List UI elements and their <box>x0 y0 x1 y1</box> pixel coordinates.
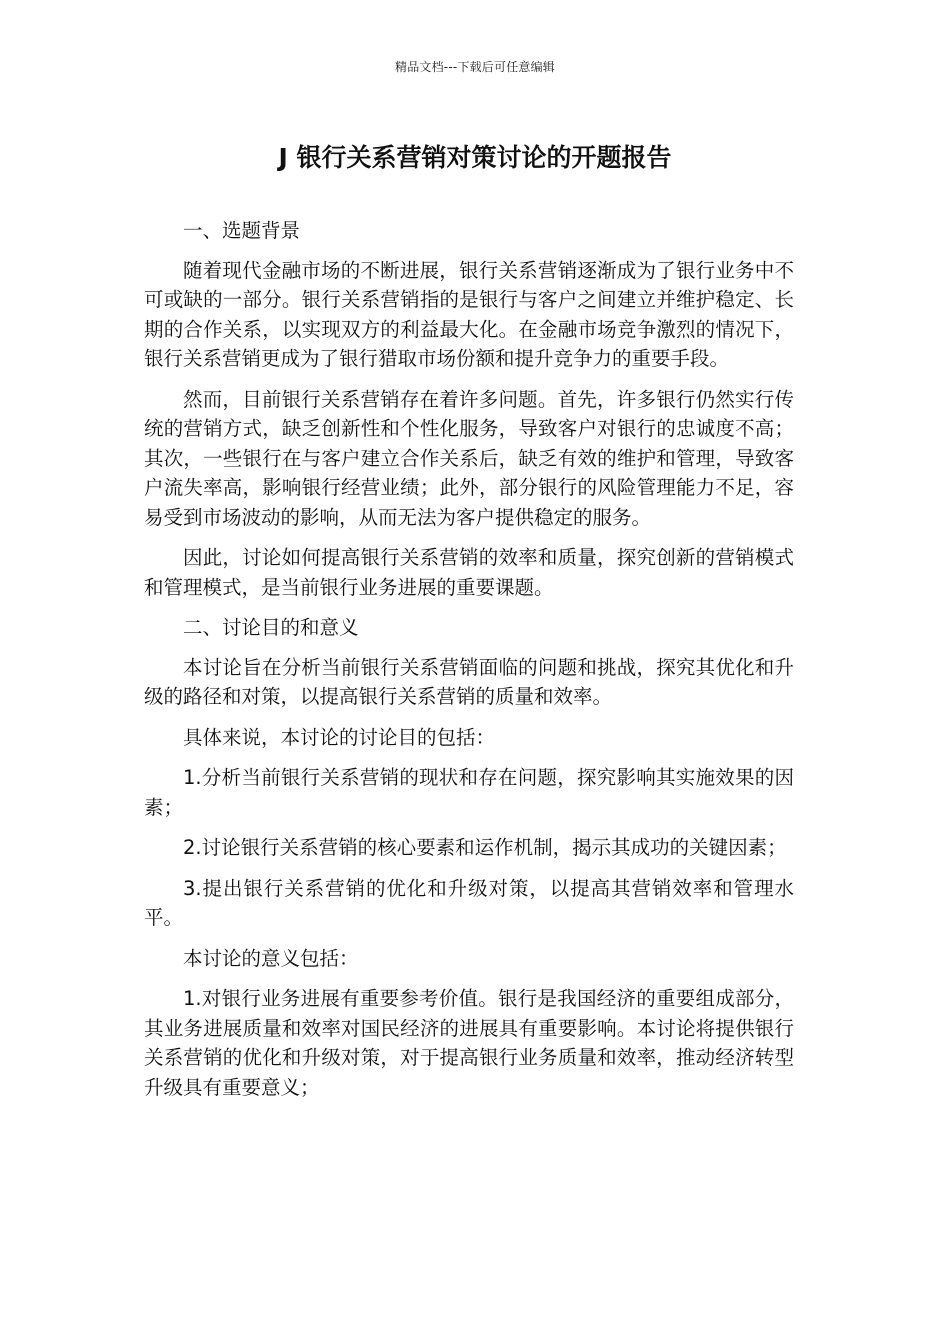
section-heading-background: 一、选题背景 <box>183 219 301 242</box>
document-title: J 银行关系营销对策讨论的开题报告 <box>278 143 672 172</box>
paragraph-purpose-list-intro: 具体来说，本讨论的讨论目的包括： <box>183 725 496 749</box>
document-body <box>144 216 794 1113</box>
paragraph-significance-intro: 本讨论的意义包括： <box>183 946 359 970</box>
list-item-purpose-2: 2.讨论银行关系营销的核心要素和运作机制，揭示其成功的关键因素； <box>183 836 787 859</box>
paragraph-background-1: 随着现代金融市场的不断进展，银行关系营销逐渐成为了银行业务中不可或缺的一部分。银行关系营销指的是银行与客户之间建立并维护稳定、长期的合作关系，以实现双方的利益最大化。在金融市场竞争激烈的情况下，银行关系营销更成为了银行猎取市场份额和提升竞争力的重要手段。 <box>144 258 794 370</box>
list-item-purpose-3: 3.提出银行关系营销的优化和升级对策，以提高其营销效率和管理水平。 <box>144 876 794 929</box>
list-item-significance-1: 1.对银行业务进展有重要参考价值。银行是我国经济的重要组成部分，其业务进展质量和效率对国民经济的进展具有重要影响。本讨论将提供银行关系营销的优化和升级对策，对于提高银行业务质量和效率，推动经济转型升级具有重要意义； <box>144 987 794 1099</box>
paragraph-purpose-intro: 本讨论旨在分析当前银行关系营销面临的问题和挑战，探究其优化和升级的路径和对策，以提高银行关系营销的质量和效率。 <box>144 655 794 708</box>
paragraph-background-3: 因此，讨论如何提高银行关系营销的效率和质量，探究创新的营销模式和管理模式，是当前银行业务进展的重要课题。 <box>144 546 794 599</box>
list-item-purpose-1: 1.分析当前银行关系营销的现状和存在问题，探究影响其实施效果的因素； <box>144 766 794 819</box>
paragraph-background-2: 然而，目前银行关系营销存在着许多问题。首先，许多银行仍然实行传统的营销方式，缺乏创新性和个性化服务，导致客户对银行的忠诚度不高；其次，一些银行在与客户建立合作关系后，缺乏有效的维护和管理，导致客户流失率高，影响银行经营业绩；此外，部分银行的风险管理能力不足，容易受到市场波动的影响，从而无法为客户提供稳定的服务。 <box>144 387 794 529</box>
section-heading-purpose: 二、讨论目的和意义 <box>183 616 359 639</box>
header-note: 精品文档---下载后可任意编辑 <box>395 60 555 74</box>
